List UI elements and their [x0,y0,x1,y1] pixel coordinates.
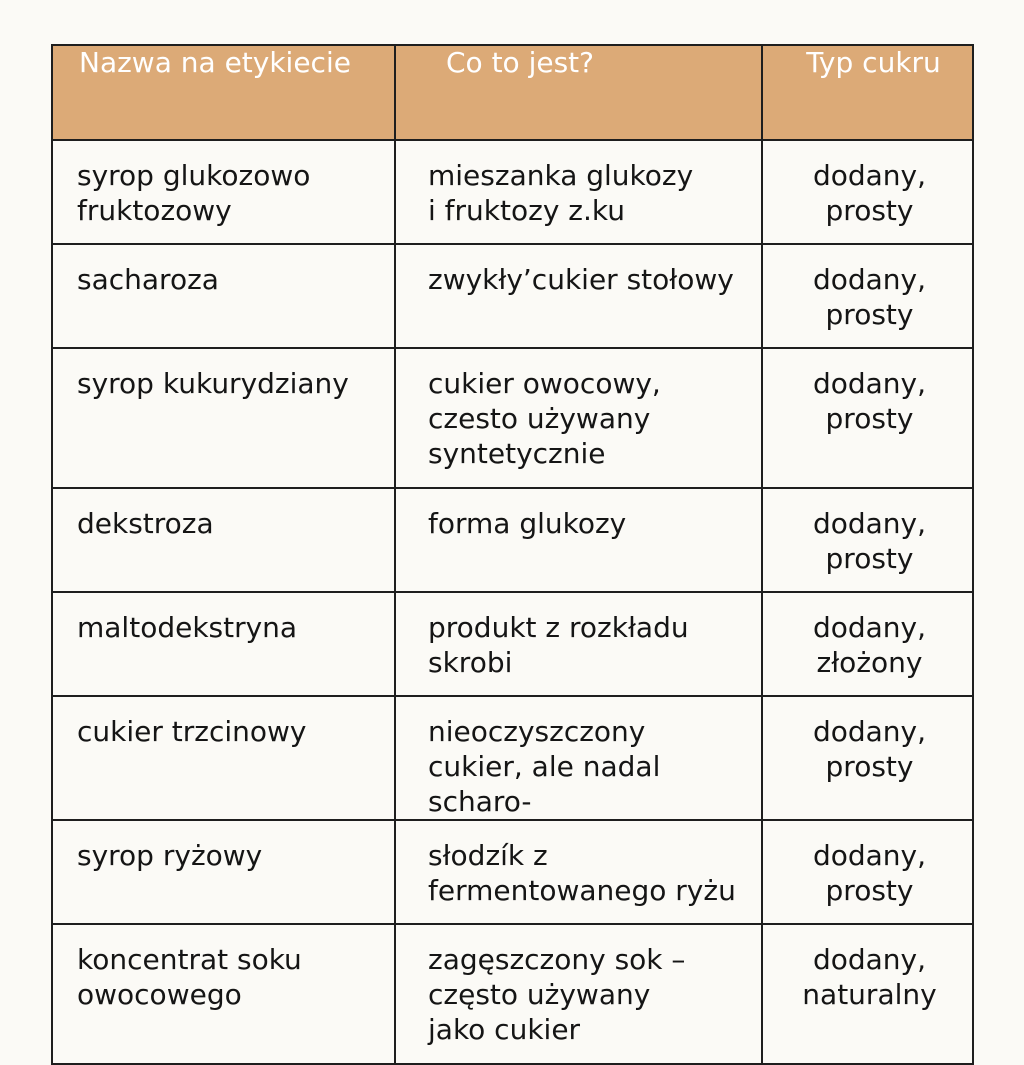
cell-type-text: dodany, prosty [812,159,927,227]
cell-description [395,488,762,592]
cell-type-text: dodany, prosty [812,367,927,435]
cell-type [762,140,973,244]
cell-type [762,696,973,820]
table-row [52,924,973,1064]
cell-name [52,696,395,820]
table-row [52,592,973,696]
header-label-name: Nazwa na etykiecie [52,45,395,140]
cell-type-text: dodany, prosty [812,263,927,331]
table-row [52,820,973,924]
cell-name [52,488,395,592]
table-row [52,244,973,348]
cell-description [395,592,762,696]
cell-name-text: syrop glukozowo fruktozowy [77,159,311,227]
cell-description [395,140,762,244]
cell-type-text: dodany, prosty [812,507,927,575]
cell-description [395,696,762,820]
cell-description-text: słodzík z fermentowanego ryżu [428,839,736,907]
cell-name-text: koncentrat soku owocowego [77,943,302,1011]
cell-description-text: produkt z rozkładu skrobi [428,611,689,679]
cell-type-text: dodany, naturalny [802,943,937,1011]
cell-type [762,820,973,924]
cell-name [52,244,395,348]
cell-description-text: forma glukozy [428,507,627,540]
cell-name-text: sacharoza [77,263,219,296]
cell-name [52,140,395,244]
cell-type [762,488,973,592]
sugar-names-table [51,44,974,1065]
cell-name [52,592,395,696]
header-sugar-type: Typ cukru [762,45,973,140]
cell-description [395,924,762,1064]
cell-description [395,348,762,488]
cell-name-text: syrop kukurydziany [77,367,349,400]
cell-type [762,924,973,1064]
header-what-is-it: Co to jest? [395,45,762,140]
cell-type [762,592,973,696]
cell-name-text: cukier trzcinowy [77,715,307,748]
cell-name-text: dekstroza [77,507,214,540]
table-row [52,348,973,488]
cell-description-text: zwykły’cukier stołowy [428,263,734,296]
cell-type-text: dodany, złożony [812,611,927,679]
table-row [52,140,973,244]
cell-name [52,348,395,488]
cell-description-text: mieszanka glukozy i fruktozy z.ku [428,159,694,227]
cell-description [395,820,762,924]
cell-description-text: nieoczyszczony cukier, ale nadal scharo- [428,715,661,818]
table-row [52,488,973,592]
cell-description [395,244,762,348]
cell-name-text: syrop ryżowy [77,839,263,872]
cell-type-text: dodany, prosty [812,715,927,783]
cell-type [762,244,973,348]
table-row [52,696,973,820]
cell-name [52,820,395,924]
cell-description-text: cukier owocowy, czesto używany syntetycznie [428,367,661,470]
cell-name [52,924,395,1064]
table-header-row [52,45,973,140]
cell-description-text: zagęszczony sok – często używany jako cukier [428,943,686,1046]
cell-name-text: maltodekstryna [77,611,298,644]
cell-type [762,348,973,488]
cell-type-text: dodany, prosty [812,839,927,907]
